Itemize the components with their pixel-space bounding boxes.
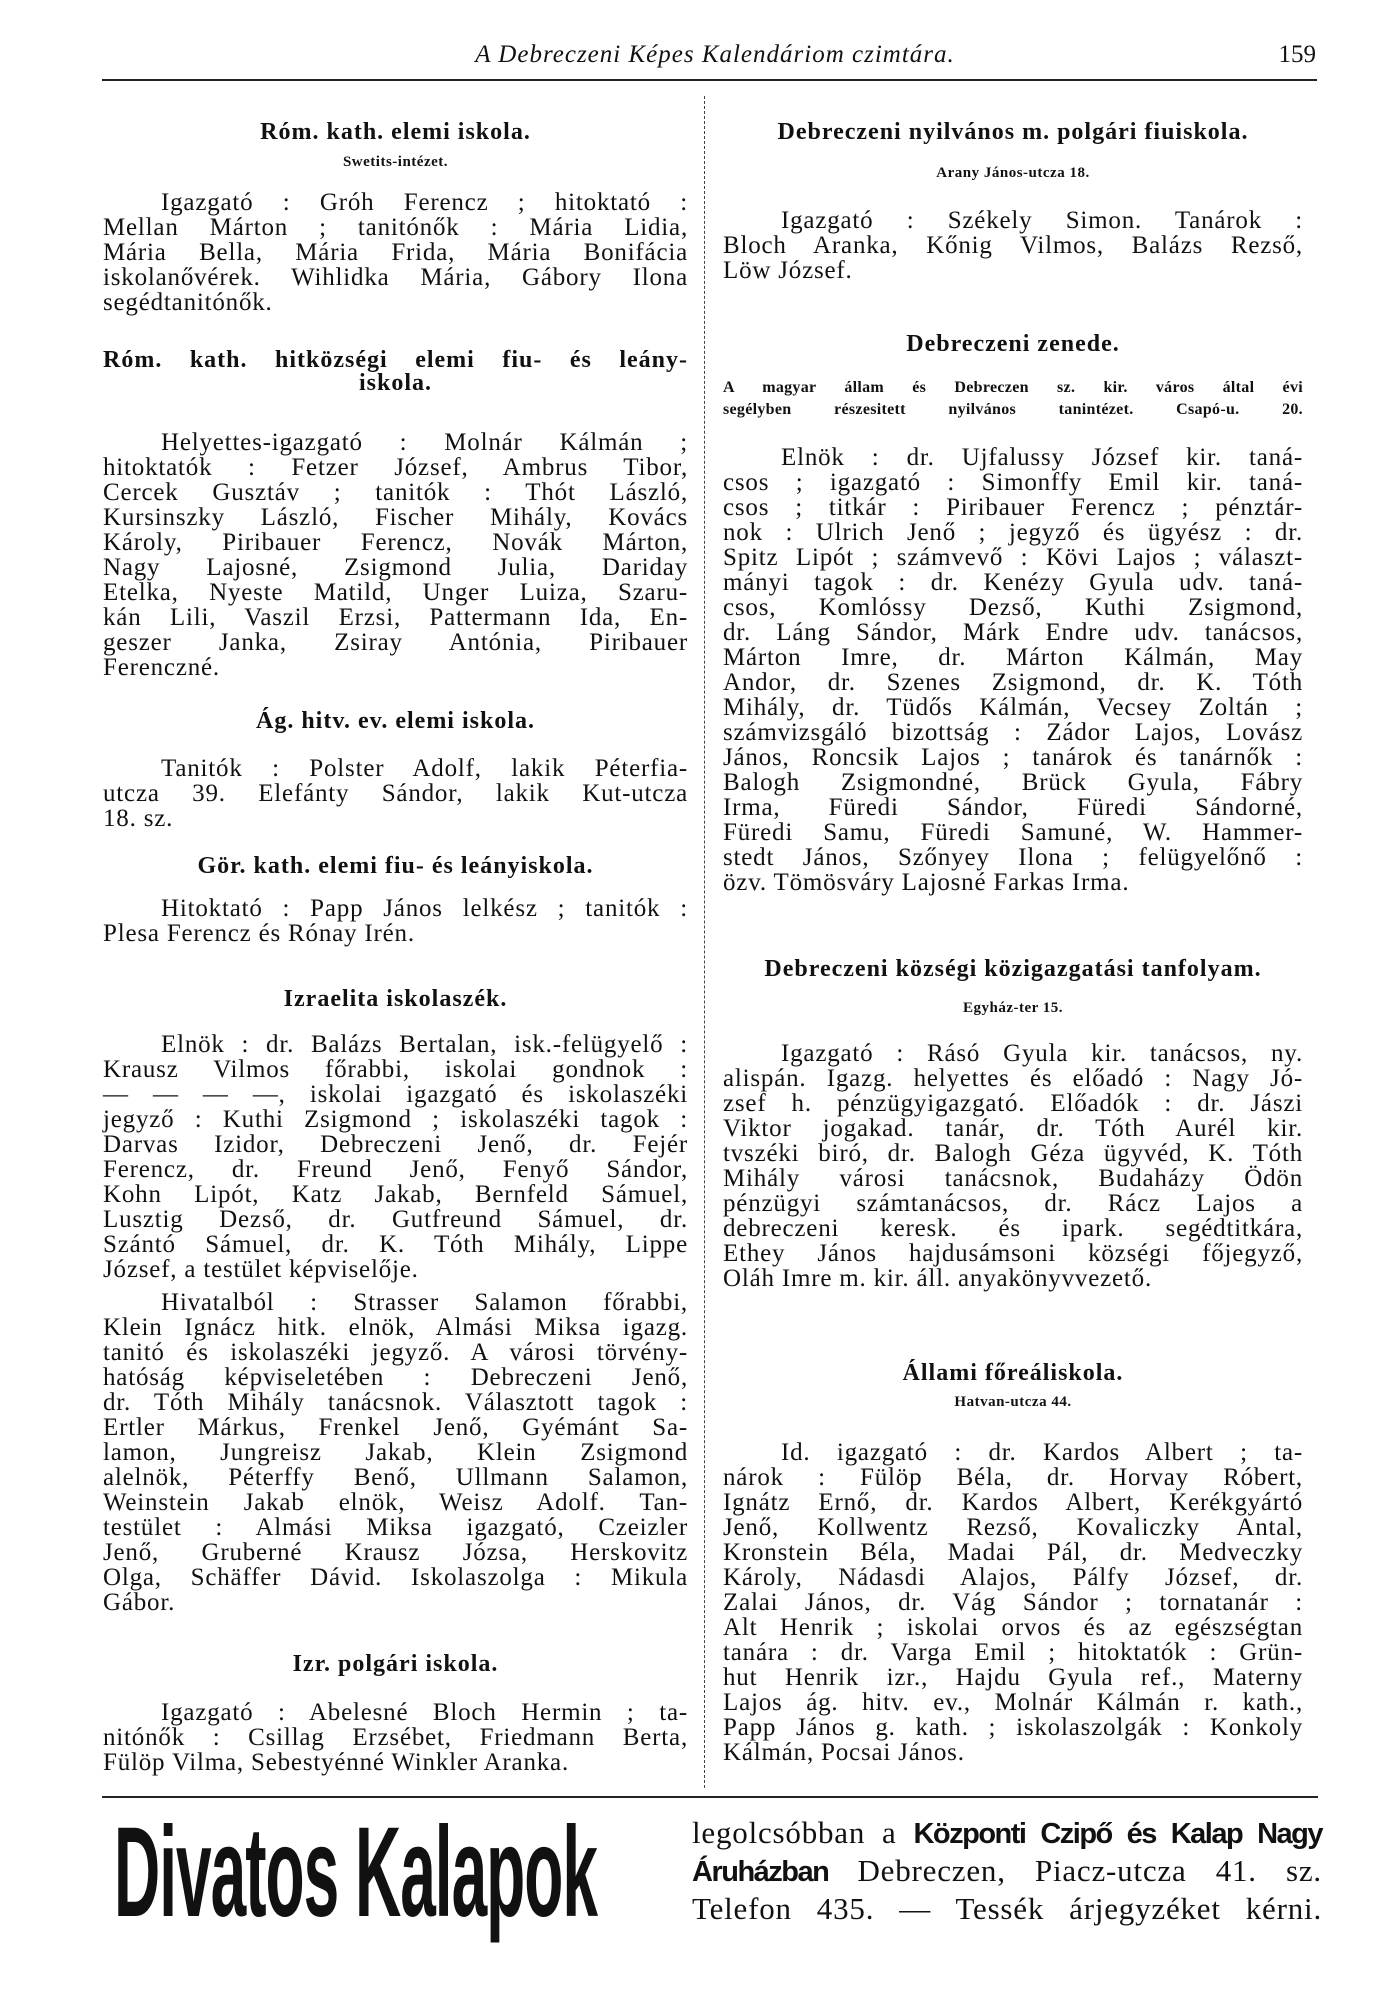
text-line: Elnök : dr. Ujfalussy József kir. taná-	[781, 444, 1303, 471]
text-line: segédtanitónők.	[103, 289, 273, 316]
text-line: tanitó és iskolaszéki jegyző. A városi törvény-	[103, 1339, 688, 1366]
text-line: Károly, Piribauer Ferencz, Novák Márton,	[103, 529, 688, 556]
text-line: Kursinszky László, Fischer Mihály, Kovács	[103, 504, 688, 531]
advertisement-headline	[114, 1801, 659, 1944]
text-line: Alt Henrik ; iskolai orvos és az egészségtan	[723, 1614, 1303, 1641]
text-line: tvszéki biró, dr. Balogh Géza ügyvéd, K. Tóth	[723, 1140, 1303, 1167]
text-line: Kronstein Béla, Madai Pál, dr. Medveczky	[723, 1539, 1303, 1566]
text-line: József, a testület képviselője.	[103, 1256, 419, 1283]
text-line: Klein Ignácz hitk. elnök, Almási Miksa igazg.	[103, 1314, 688, 1341]
text-line: — — — —, iskolai igazgató és iskolaszéki	[103, 1081, 688, 1108]
text-line: Fülöp Vilma, Sebestyénné Winkler Aranka.	[103, 1749, 569, 1776]
text-line: Igazgató : Székely Simon. Tanárok :	[781, 207, 1303, 234]
text-line: Lusztig Dezső, dr. Gutfreund Sámuel, dr.	[103, 1206, 688, 1233]
ad-store-name: Központi Czipő és Kalap Nagy	[913, 1818, 1322, 1850]
text-line: Márton Imre, dr. Márton Kálmán, May	[723, 644, 1303, 671]
text-line: Lajos ág. hitv. ev., Molnár Kálmán r. kath.,	[723, 1689, 1303, 1716]
section-heading: Debreczeni zenede.	[906, 331, 1120, 357]
section-paragraph	[103, 896, 688, 946]
section-subheading: Hatvan-utcza 44.	[954, 1394, 1072, 1410]
text-line: Zalai János, dr. Vág Sándor ; tornatanár :	[723, 1589, 1303, 1616]
text-line: nárok : Fülöp Béla, dr. Horvay Róbert,	[723, 1464, 1303, 1491]
text-line: Ferencz, dr. Freund Jenő, Fenyő Sándor,	[103, 1156, 688, 1183]
text-line: Igazgató : Abelesné Bloch Hermin ; ta-	[161, 1699, 688, 1726]
text-line: Balogh Zsigmondné, Brück Gyula, Fábry	[723, 769, 1303, 796]
text-line: Mellan Márton ; tanitónők : Mária Lidia,	[103, 214, 688, 241]
heading-line: Róm. kath. hitközségi elemi fiu- és leány-	[103, 347, 688, 373]
section-paragraph	[723, 1041, 1303, 1291]
text-line: Weinstein Jakab elnök, Weisz Adolf. Tan-	[103, 1489, 688, 1516]
column-divider	[704, 96, 705, 1788]
text-line: 18. sz.	[103, 805, 174, 832]
text-line: debreczeni keresk. és ipark. segédtitkára,	[723, 1215, 1303, 1242]
text-line: alelnök, Péterffy Benő, Ullmann Salamon,	[103, 1464, 688, 1491]
section-paragraph	[723, 445, 1303, 895]
ad-line: Telefon 435. — Tessék árjegyzéket kérni.	[692, 1891, 1322, 1926]
text-line: számvizsgáló bizottság : Zádor Lajos, Lovász	[723, 719, 1303, 746]
text-line: testület : Almási Miksa igazgató, Czeizler	[103, 1514, 688, 1541]
text-line: dr. Tóth Mihály tanácsnok. Választott tagok :	[103, 1389, 688, 1416]
text-line: Kálmán, Pocsai János.	[723, 1739, 965, 1766]
text-line: Ignátz Ernő, dr. Kardos Albert, Kerékgyártó	[723, 1489, 1303, 1516]
text-line: hut Henrik izr., Hajdu Gyula ref., Materny	[723, 1664, 1303, 1691]
text-line: Igazgató : Gróh Ferencz ; hitoktató :	[161, 189, 688, 216]
text-line: Spitz Lipót ; számvevő : Kövi Lajos ; választ-	[723, 544, 1303, 571]
text-line: iskolanővérek. Wihlidka Mária, Gábory Ilona	[103, 264, 688, 291]
section-heading: Debreczeni nyilvános m. polgári fiuiskola.	[777, 119, 1249, 145]
text-line: csos ; igazgató : Simonffy Emil kir. taná-	[723, 469, 1303, 496]
text-line: Elnök : dr. Balázs Bertalan, isk.-felügyelő :	[161, 1031, 688, 1058]
section-heading	[103, 349, 688, 395]
ad-address: Debreczen, Piacz-utcza 41. sz.	[857, 1853, 1322, 1888]
text-line: Papp János g. kath. ; iskolaszolgák : Konkoly	[723, 1714, 1303, 1741]
text-line: Plesa Ferencz és Rónay Irén.	[103, 920, 415, 947]
header-rule	[102, 79, 1317, 81]
text-line: dr. Láng Sándor, Márk Endre udv. tanácsos,	[723, 619, 1303, 646]
text-line: özv. Tömösváry Lajosné Farkas Irma.	[723, 869, 1130, 896]
text-line: Kohn Lipót, Katz Jakab, Bernfeld Sámuel,	[103, 1181, 688, 1208]
text-line: Cercek Gusztáv ; tanitók : Thót László,	[103, 479, 688, 506]
text-line: Irma, Füredi Sándor, Füredi Sándorné,	[723, 794, 1303, 821]
text-line: Mihály, dr. Tüdős Kálmán, Vecsey Zoltán ;	[723, 694, 1303, 721]
text-line: Etelka, Nyeste Matild, Unger Luiza, Szaru-	[103, 579, 688, 606]
text-line: alispán. Igazg. helyettes és előadó : Nagy Jó-	[723, 1065, 1303, 1092]
section-subheading: Swetits-intézet.	[342, 154, 449, 170]
section-heading: Debreczeni községi közigazgatási tanfolyam.	[764, 956, 1262, 982]
text-line: kán Lili, Vaszil Erzsi, Pattermann Ida, En-	[103, 604, 688, 631]
text-line: Ethey János hajdusámsoni községi főjegyző,	[723, 1240, 1303, 1267]
text-line: mányi tagok : dr. Kenézy Gyula udv. taná-	[723, 569, 1303, 596]
text-line: nitónők : Csillag Erzsébet, Friedmann Berta,	[103, 1724, 688, 1751]
section-paragraph	[103, 190, 688, 315]
section-subheading: Arany János-utcza 18.	[936, 165, 1090, 181]
ad-line	[692, 1853, 1322, 1891]
section-paragraph	[103, 1700, 688, 1775]
text-line: Füredi Samu, Füredi Samuné, W. Hammer-	[723, 819, 1303, 846]
advertisement-text	[692, 1815, 1322, 1929]
text-line: Hitoktató : Papp János lelkész ; tanitók :	[161, 895, 688, 922]
text-line: Helyettes-igazgató : Molnár Kálmán ;	[161, 429, 688, 456]
text-line: Jenő, Gruberné Krausz Józsa, Herskovitz	[103, 1539, 688, 1566]
running-head: A Debreczeni Képes Kalendáriom czimtára.	[475, 41, 955, 68]
text-line: tanára : dr. Varga Emil ; hitoktatók : Grün-	[723, 1639, 1303, 1666]
text-line: Ertler Márkus, Frenkel Jenő, Gyémánt Sa-	[103, 1414, 688, 1441]
text-line: geszer Janka, Zsiray Antónia, Piribauer	[103, 629, 688, 656]
text-line: nok : Ulrich Jenő ; jegyző és ügyész : dr.	[723, 519, 1303, 546]
section-paragraph	[103, 1032, 688, 1282]
text-line: Jenő, Kollwentz Rezső, Kovaliczky Antal,	[723, 1514, 1303, 1541]
section-paragraph	[103, 1290, 688, 1615]
ad-line	[692, 1815, 1322, 1853]
section-heading: Állami főreáliskola.	[902, 1360, 1124, 1386]
text-line: Krausz Vilmos főrabbi, iskolai gondnok :	[103, 1056, 688, 1083]
text-line: Tanitók : Polster Adolf, lakik Péterfia-	[161, 755, 688, 782]
text-line: Bloch Aranka, Kőnig Vilmos, Balázs Rezső,	[723, 232, 1303, 259]
heading-line: iskola.	[358, 370, 433, 396]
text-line: Löw József.	[723, 257, 853, 284]
text-line: Olga, Schäffer Dávid. Iskolaszolga : Mikula	[103, 1564, 688, 1591]
text-line: csos, Komlóssy Dezső, Kuthi Zsigmond,	[723, 594, 1303, 621]
text-line: Darvas Izidor, Debreczeni Jenő, dr. Fejér	[103, 1131, 688, 1158]
text-line: Viktor jogakad. tanár, dr. Tóth Aurél kir.	[723, 1115, 1303, 1142]
footer-rule	[102, 1796, 1318, 1798]
text-line: Szántó Sámuel, dr. K. Tóth Mihály, Lippe	[103, 1231, 688, 1258]
text-line: Mihály városi tanácsnok, Budaházy Ödön	[723, 1165, 1303, 1192]
section-paragraph	[723, 1440, 1303, 1765]
text-line: A magyar állam és Debreczen sz. kir. város által évi	[723, 379, 1303, 396]
text-line: Hivatalból : Strasser Salamon főrabbi,	[161, 1289, 688, 1316]
text-line: pénzügyi számtanácsos, dr. Rácz Lajos a	[723, 1190, 1303, 1217]
text-line: Gábor.	[103, 1589, 176, 1616]
section-heading: Gör. kath. elemi fiu- és leányiskola.	[197, 853, 594, 879]
page-number: 159	[1278, 41, 1316, 68]
text-line: lamon, Jungreisz Jakab, Klein Zsigmond	[103, 1439, 688, 1466]
text-line: Ferenczné.	[103, 654, 220, 681]
text-line: utcza 39. Elefánty Sándor, lakik Kut-utcza	[103, 780, 688, 807]
text-line: stedt János, Szőnyey Ilona ; felügyelőnő :	[723, 844, 1303, 871]
text-line: Károly, Nádasdi Alajos, Pálfy József, dr.	[723, 1564, 1303, 1591]
section-note	[723, 377, 1303, 421]
text-line: hatóság képviseletében : Debreczeni Jenő,	[103, 1364, 688, 1391]
text-line: Igazgató : Rásó Gyula kir. tanácsos, ny.	[781, 1040, 1303, 1067]
text-line: János, Roncsik Lajos ; tanárok és tanárnők :	[723, 744, 1303, 771]
ad-store-name: Áruházban	[692, 1856, 829, 1888]
section-heading: Róm. kath. elemi iskola.	[260, 119, 531, 145]
section-paragraph	[103, 756, 688, 831]
section-heading: Ág. hitv. ev. elemi iskola.	[256, 708, 535, 734]
section-heading: Izr. polgári iskola.	[292, 1651, 499, 1677]
text-line: Oláh Imre m. kir. áll. anyakönyvvezető.	[723, 1265, 1152, 1292]
text-line: csos ; titkár : Piribauer Ferencz ; pénztár-	[723, 494, 1303, 521]
ad-headline-text: Divatos Kalapok	[114, 1801, 597, 1944]
section-heading: Izraelita iskolaszék.	[283, 986, 508, 1012]
text-line: Andor, dr. Szenes Zsigmond, dr. K. Tóth	[723, 669, 1303, 696]
text-line: zsef h. pénzügyigazgató. Előadók : dr. Jászi	[723, 1090, 1303, 1117]
section-paragraph	[723, 208, 1303, 283]
text-line: Id. igazgató : dr. Kardos Albert ; ta-	[781, 1439, 1303, 1466]
text-line: Mária Bella, Mária Frida, Mária Bonifácia	[103, 239, 688, 266]
text-line: jegyző : Kuthi Zsigmond ; iskolaszéki tagok :	[103, 1106, 688, 1133]
text-line: segélyben részesitett nyilvános tanintézet. Csapó-u. 20.	[723, 401, 1303, 418]
section-paragraph	[103, 430, 688, 680]
section-subheading: Egyház-ter 15.	[962, 1000, 1064, 1016]
ad-text: legolcsóbban a	[692, 1815, 897, 1850]
text-line: hitoktatók : Fetzer József, Ambrus Tibor,	[103, 454, 688, 481]
text-line: Nagy Lajosné, Zsigmond Julia, Dariday	[103, 554, 688, 581]
